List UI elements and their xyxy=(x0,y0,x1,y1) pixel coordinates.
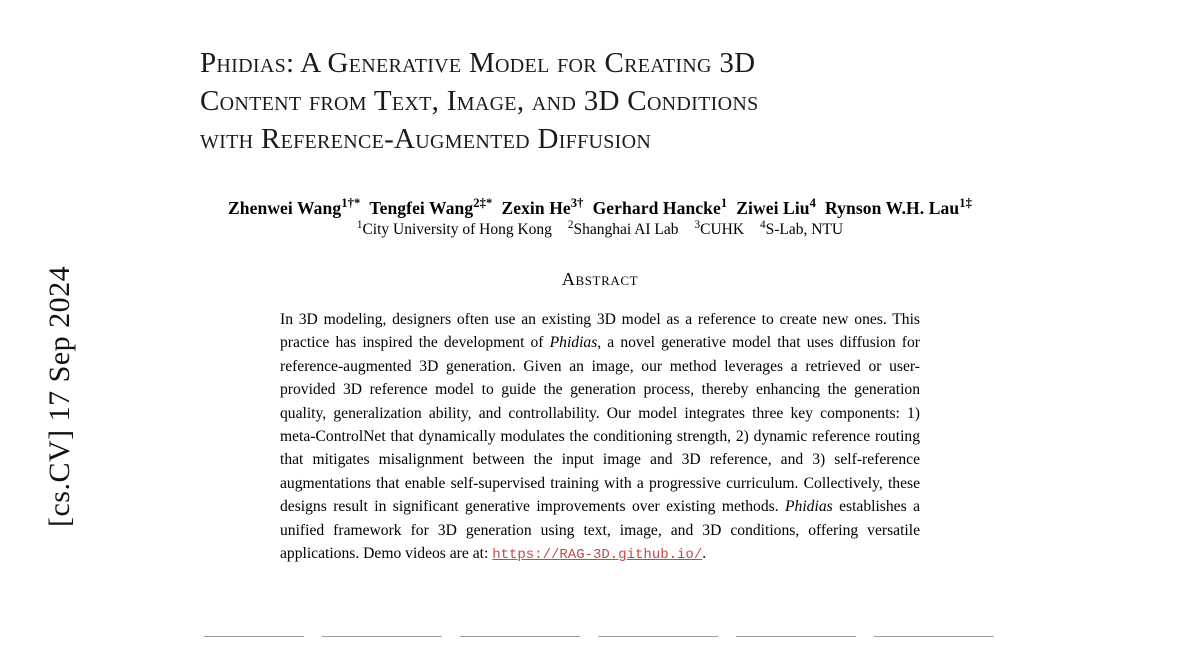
affiliation-index: 4 xyxy=(760,218,766,231)
affiliation-index: 3 xyxy=(694,218,701,231)
title-line-3: with Reference-Augmented Diffusion xyxy=(200,123,652,155)
abstract-emphasis: Phidias xyxy=(549,334,598,352)
author-name: Zhenwei Wang xyxy=(228,198,342,218)
title-line-1: Phidias: A Generative Model for Creating 3D xyxy=(200,47,756,79)
author-name: Gerhard Hancke xyxy=(592,198,721,218)
demo-video-link[interactable]: https://RAG-3D.github.io/ xyxy=(492,547,703,564)
author-marks: 2‡* xyxy=(473,196,493,211)
title-line-2: Content from Text, Image, and 3D Conditions xyxy=(200,85,759,117)
page-title xyxy=(200,44,1000,158)
author xyxy=(593,198,728,218)
abstract-text: establishes a unified framework for 3D generation using text, image, and 3D conditions, offering versatile applications. Demo videos are at: xyxy=(280,498,920,563)
author xyxy=(228,198,360,218)
abstract-heading: Abstract xyxy=(561,269,639,289)
abstract-text: In 3D modeling, designers often use an existing 3D model as a reference to create new ones. This practice has inspired the development of xyxy=(280,311,920,352)
author xyxy=(736,198,816,218)
author-marks: 4 xyxy=(809,196,817,211)
affiliation xyxy=(567,218,679,238)
rule-segment xyxy=(736,636,856,637)
author xyxy=(825,198,972,218)
affiliation xyxy=(356,218,552,238)
author-list xyxy=(200,198,1000,219)
affiliation xyxy=(760,218,844,238)
arxiv-stamp xyxy=(0,0,100,648)
rule-segment xyxy=(204,636,304,637)
abstract-emphasis: Phidias xyxy=(785,498,833,516)
rule-segment xyxy=(322,636,442,637)
affiliation-name: Shanghai AI Lab xyxy=(573,221,679,238)
rule-segment xyxy=(874,636,994,637)
abstract-text: . xyxy=(702,545,707,563)
author-name: Ziwei Liu xyxy=(736,198,810,218)
affiliation-name: S-Lab, NTU xyxy=(765,221,844,238)
author-name: Rynson W.H. Lau xyxy=(825,198,960,218)
affiliation-index: 1 xyxy=(356,218,363,231)
author xyxy=(369,198,492,218)
affiliation-index: 2 xyxy=(567,218,574,231)
author-marks: 3† xyxy=(570,196,584,211)
arxiv-stamp-text: [cs.CV] 17 Sep 2024 xyxy=(43,265,76,527)
figure-top-rules xyxy=(200,636,1000,648)
abstract-body xyxy=(280,308,920,567)
affiliation-name: City University of Hong Kong xyxy=(362,221,552,238)
author-marks: 1‡ xyxy=(959,196,972,211)
abstract-text: , a novel generative model that uses diffusion for reference-augmented 3D generation. Given an image, our method leverages a retrieved or user-provided 3D reference model to guide the generation process, thereby enhancing the generation quality, generalization ability, and controllability. Our model integrates three key components: 1) meta-ControlNet that dynamically modulates the conditioning strength, 2) dynamic reference routing that mitigates misalignment between the input image and 3D reference, and 3) self-reference augmentations that enable self-supervised training with a progressive curriculum. Collectively, these designs result in significant generative improvements over existing methods. xyxy=(280,334,920,516)
author-name: Tengfei Wang xyxy=(369,198,474,218)
rule-segment xyxy=(598,636,718,637)
affiliation xyxy=(694,218,745,238)
author-name: Zexin He xyxy=(501,198,571,218)
author xyxy=(501,198,583,218)
author-marks: 1†* xyxy=(341,196,361,211)
affiliation-name: CUHK xyxy=(700,221,745,238)
paper-page xyxy=(200,0,1000,648)
rule-segment xyxy=(460,636,580,637)
affiliation-list xyxy=(200,218,1000,239)
author-marks: 1 xyxy=(720,196,728,211)
